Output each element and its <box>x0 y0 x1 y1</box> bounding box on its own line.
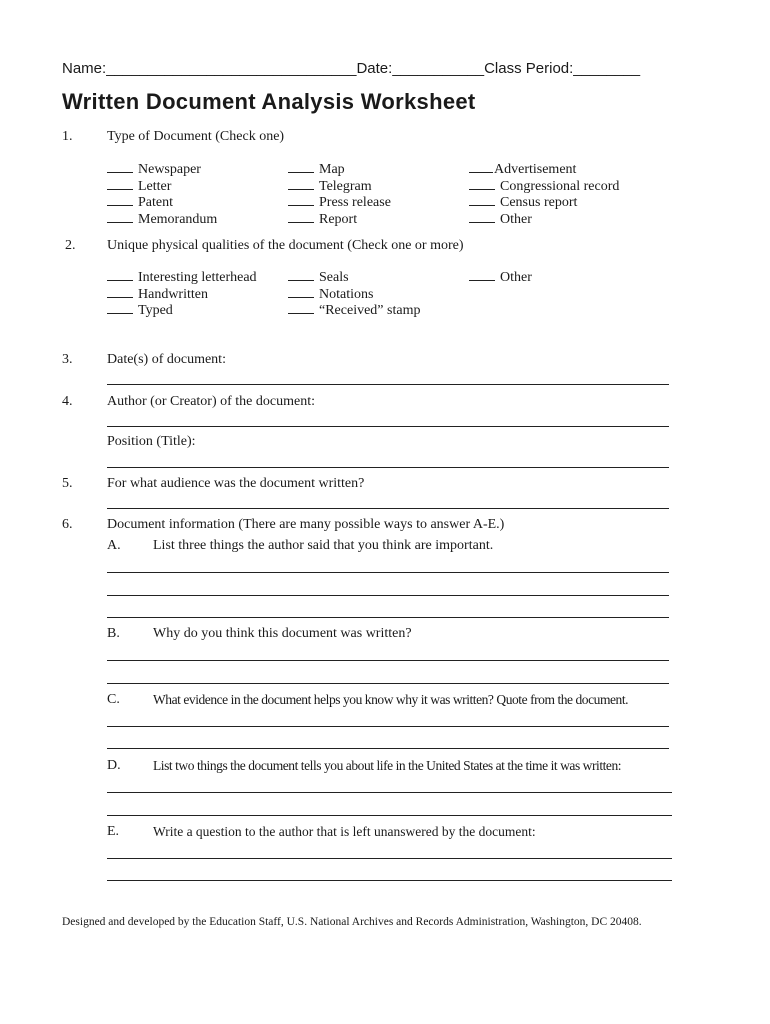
check-blank[interactable] <box>469 211 495 223</box>
option-label: Memorandum <box>138 211 218 227</box>
check-blank[interactable] <box>469 194 495 206</box>
q6-number: 6. <box>62 517 73 532</box>
answer-line-q6e-2[interactable] <box>107 880 672 881</box>
header-line <box>62 60 640 77</box>
checkbox-letter[interactable] <box>107 178 217 195</box>
option-label: Notations <box>319 286 374 302</box>
answer-line-q6d-2[interactable] <box>107 815 672 816</box>
answer-line-q6c-2[interactable] <box>107 748 669 749</box>
class-period-field[interactable]: ________ <box>573 60 641 77</box>
q6e-letter: E. <box>107 824 120 839</box>
checkbox-map[interactable] <box>288 161 391 178</box>
check-blank[interactable] <box>288 302 314 314</box>
q4-number: 4. <box>62 394 73 409</box>
q2-column-1 <box>107 269 257 319</box>
check-blank[interactable] <box>107 286 133 298</box>
q5-text: For what audience was the document written? <box>107 476 365 491</box>
answer-line-q6e-1[interactable] <box>107 858 672 859</box>
check-blank[interactable] <box>107 269 133 281</box>
check-blank[interactable] <box>107 211 133 223</box>
answer-line-q5[interactable] <box>107 508 669 509</box>
q6a-letter: A. <box>107 538 121 553</box>
answer-line-q4-position[interactable] <box>107 467 669 468</box>
option-label: Letter <box>138 178 172 194</box>
check-blank[interactable] <box>107 161 133 173</box>
option-label: Other <box>500 211 532 227</box>
answer-line-q3[interactable] <box>107 384 669 385</box>
option-label: Patent <box>138 195 173 210</box>
option-label: Advertisement <box>494 162 577 177</box>
q3-text: Date(s) of document: <box>107 352 226 367</box>
q6-text: Document information (There are many possible ways to answer A-E.) <box>107 517 505 532</box>
q4-text: Author (or Creator) of the document: <box>107 394 315 409</box>
q2-text: Unique physical qualities of the document (Check one or more) <box>107 238 464 253</box>
q6e-text: Write a question to the author that is left unanswered by the document: <box>153 824 536 839</box>
option-label: Handwritten <box>138 286 208 302</box>
checkbox-report[interactable] <box>288 211 391 228</box>
q4-position-label: Position (Title): <box>107 434 196 449</box>
q1-text: Type of Document (Check one) <box>107 129 285 144</box>
answer-line-q6b-1[interactable] <box>107 660 669 661</box>
check-blank[interactable] <box>107 178 133 190</box>
checkbox-advertisement[interactable] <box>469 161 619 178</box>
checkbox-other-qualities[interactable] <box>469 269 532 286</box>
option-label: Newspaper <box>138 162 201 177</box>
option-label: Census report <box>500 195 578 210</box>
check-blank[interactable] <box>107 194 133 206</box>
answer-line-q6a-3[interactable] <box>107 617 669 618</box>
option-label: Report <box>319 211 358 227</box>
answer-line-q6a-2[interactable] <box>107 595 669 596</box>
q2-column-3 <box>469 269 532 286</box>
checkbox-memorandum[interactable] <box>107 211 217 228</box>
name-label: Name: <box>62 60 107 77</box>
q6b-letter: B. <box>107 626 120 641</box>
q2-number: 2. <box>65 238 76 253</box>
check-blank[interactable] <box>107 302 133 314</box>
q3-number: 3. <box>62 352 73 367</box>
name-field[interactable]: ______________________________ <box>106 60 357 77</box>
check-blank[interactable] <box>288 161 314 173</box>
checkbox-newspaper[interactable] <box>107 161 217 178</box>
answer-line-q6c-1[interactable] <box>107 726 669 727</box>
check-blank[interactable] <box>469 161 493 173</box>
q5-number: 5. <box>62 476 73 491</box>
page-title: Written Document Analysis Worksheet <box>62 89 476 114</box>
q6d-text: List two things the document tells you about life in the United States at the time it was written: <box>153 758 622 773</box>
check-blank[interactable] <box>288 194 314 206</box>
check-blank[interactable] <box>469 269 495 281</box>
q1-column-2 <box>288 161 391 227</box>
option-label: Telegram <box>319 178 372 194</box>
checkbox-notations[interactable] <box>288 286 420 303</box>
q6c-text: What evidence in the document helps you know why it was written? Quote from the document. <box>153 692 629 707</box>
q2-column-2 <box>288 269 420 319</box>
checkbox-patent[interactable] <box>107 194 217 211</box>
q6c-letter: C. <box>107 692 120 707</box>
option-label: “Received” stamp <box>319 303 421 318</box>
option-label: Interesting letterhead <box>138 270 257 285</box>
q1-column-3 <box>469 161 619 227</box>
check-blank[interactable] <box>288 286 314 298</box>
class-period-label: Class Period: <box>484 60 574 77</box>
q6a-text: List three things the author said that you think are important. <box>153 538 494 553</box>
q6d-letter: D. <box>107 758 121 773</box>
checkbox-telegram[interactable] <box>288 178 391 195</box>
q1-number: 1. <box>62 129 73 144</box>
option-label: Other <box>500 270 532 285</box>
date-label: Date: <box>356 60 393 77</box>
q6b-text: Why do you think this document was written? <box>153 626 412 641</box>
answer-line-q6b-2[interactable] <box>107 683 669 684</box>
answer-line-q6d-1[interactable] <box>107 792 672 793</box>
check-blank[interactable] <box>288 211 314 223</box>
checkbox-seals[interactable] <box>288 269 420 286</box>
check-blank[interactable] <box>288 178 314 190</box>
checkbox-census-report[interactable] <box>469 194 619 211</box>
checkbox-congressional-record[interactable] <box>469 178 619 195</box>
checkbox-press-release[interactable] <box>288 194 391 211</box>
answer-line-q4-author[interactable] <box>107 426 669 427</box>
answer-line-q6a-1[interactable] <box>107 572 669 573</box>
date-field[interactable]: ___________ <box>392 60 485 77</box>
checkbox-received-stamp[interactable] <box>288 302 420 319</box>
option-label: Typed <box>138 303 173 318</box>
check-blank[interactable] <box>469 178 495 190</box>
q1-column-1 <box>107 161 217 227</box>
option-label: Map <box>319 162 345 177</box>
checkbox-handwritten[interactable] <box>107 286 257 303</box>
footer-credit: Designed and developed by the Education Staff, U.S. National Archives and Records Administration, Washington, DC 20408. <box>62 916 642 928</box>
option-label: Seals <box>319 270 349 285</box>
checkbox-other[interactable] <box>469 211 619 228</box>
checkbox-interesting-letterhead[interactable] <box>107 269 257 286</box>
checkbox-typed[interactable] <box>107 302 257 319</box>
option-label: Congressional record <box>500 178 620 194</box>
check-blank[interactable] <box>288 269 314 281</box>
option-label: Press release <box>319 195 391 210</box>
